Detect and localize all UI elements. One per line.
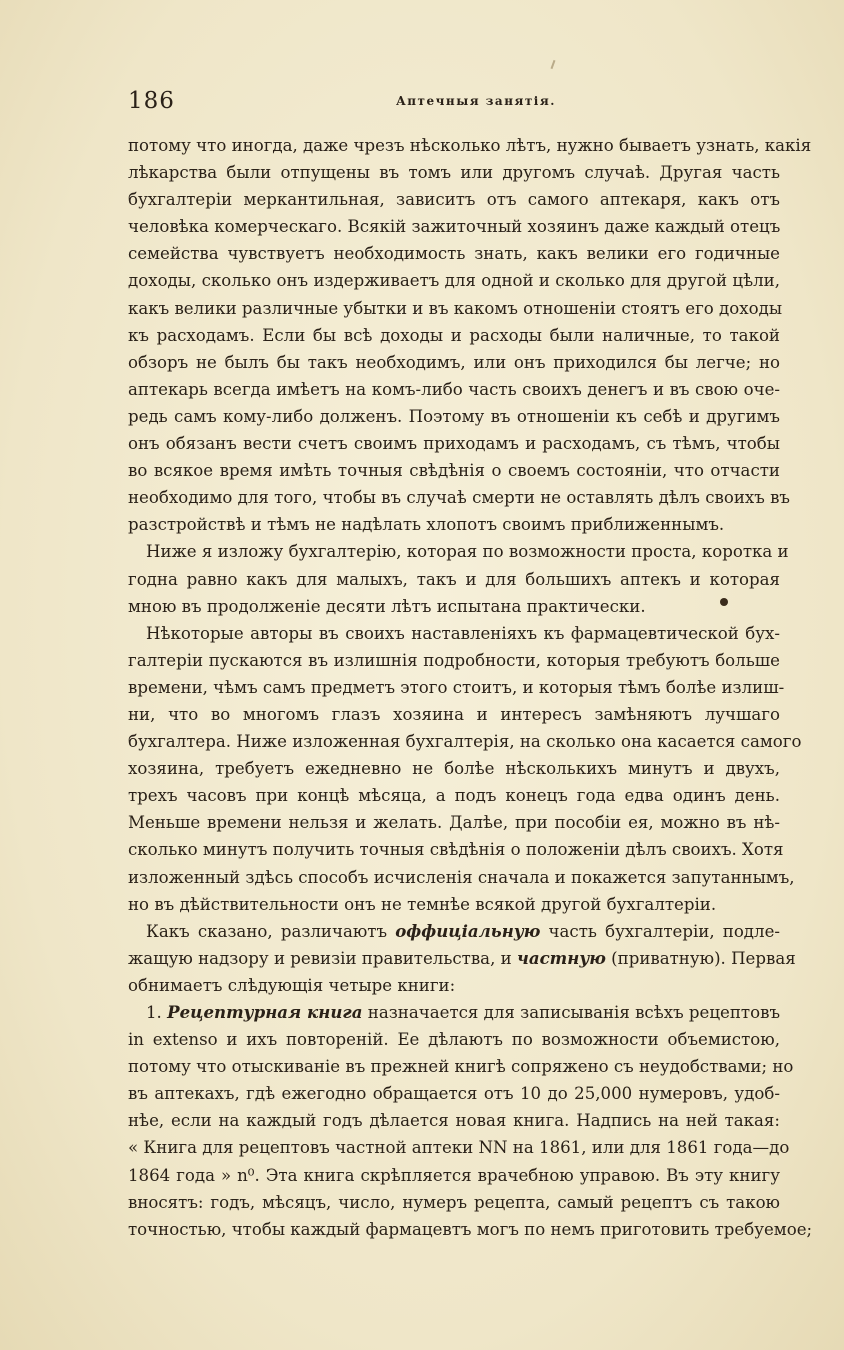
text-run: Какъ сказано, различаютъ	[146, 921, 396, 941]
text-line: изложенный здѣсь способъ исчисленія сначала и покажется запутаннымъ,	[128, 867, 795, 887]
text-run: (приватную). Первая	[605, 948, 796, 968]
text-line: Нѣкоторые авторы въ своихъ наставленіяхъ къ фармацевтической бух-	[146, 623, 780, 643]
text-line: къ расходамъ. Если бы всѣ доходы и расходы были наличные, то такой	[128, 325, 780, 345]
text-line: галтеріи пускаются въ излишнія подробности, которыя требуютъ больше	[128, 650, 780, 670]
text-line: бухгалтера. Ниже изложенная бухгалтерія, на сколько она касается самого	[128, 732, 802, 752]
text-line: нѣе, если на каждый годъ дѣлается новая книга. Надпись на ней такая:	[128, 1111, 780, 1131]
paragraph	[128, 538, 789, 619]
text-line: обзоръ не былъ бы такъ необходимъ, или онъ приходился бы легче; но	[128, 352, 780, 372]
text-line: времени, чѣмъ самъ предметъ этого стоитъ, и которыя тѣмъ болѣе излиш-	[128, 677, 785, 697]
text-line: разстройствѣ и тѣмъ не надѣлать хлопотъ своимъ приближеннымъ.	[128, 515, 725, 535]
text-line: мною въ продолженіе десяти лѣтъ испытана практически.	[128, 596, 646, 616]
text-line: вносятъ: годъ, мѣсяцъ, число, нумеръ рецепта, самый рецептъ съ такою	[128, 1192, 780, 1212]
paragraph	[128, 918, 796, 999]
emphasis-text: частную	[516, 947, 606, 968]
body-text	[128, 132, 813, 1243]
text-line: бухгалтеріи меркантильная, зависитъ отъ самого аптекаря, какъ отъ	[128, 190, 780, 210]
text-line: въ аптекахъ, гдѣ ежегодно обращается отъ 10 до 25,000 нумеровъ, удоб-	[128, 1084, 780, 1104]
ink-dot-mark	[720, 598, 728, 606]
text-run: жащую надзору и ревизіи правительства, и	[128, 948, 517, 968]
text-line	[128, 999, 780, 1026]
text-line: in extenso и ихъ повтореній. Ее дѣлаютъ по возможности объемистою,	[128, 1030, 780, 1050]
text-line: онъ обязанъ вести счетъ своимъ приходамъ и расходамъ, съ тѣмъ, чтобы	[128, 434, 780, 454]
text-line: необходимо для того, чтобы въ случаѣ смерти не оставлять дѣлъ своихъ въ	[128, 488, 790, 508]
text-line: аптекарь всегда имѣетъ на комъ-либо часть своихъ денегъ и въ свою оче-	[128, 379, 780, 399]
text-line: лѣкарства были отпущены въ томъ или другомъ случаѣ. Другая часть	[128, 163, 780, 183]
text-line	[128, 945, 796, 972]
text-line: человѣка комерческаго. Всякій зажиточный хозяинъ даже каждый отецъ	[128, 217, 781, 237]
text-line: хозяина, требуетъ ежедневно не болѣе нѣсколькихъ минутъ и двухъ,	[128, 759, 780, 779]
text-line: годна равно какъ для малыхъ, такъ и для большихъ аптекъ и которая	[128, 569, 780, 589]
list-number: 1.	[146, 1003, 168, 1022]
text-run: назначается для записыванія всѣхъ рецептовъ	[362, 1003, 780, 1022]
text-line: Ниже я изложу бухгалтерію, которая по возможности проста, коротка и	[146, 542, 789, 562]
text-line	[128, 918, 780, 945]
text-line: но въ дѣйствительности онъ не темнѣе всякой другой бухгалтеріи.	[128, 894, 717, 914]
text-line: потому что иногда, даже чрезъ нѣсколько лѣтъ, нужно бываетъ узнать, какія	[128, 136, 812, 155]
text-line: во всякое время имѣть точныя свѣдѣнія о своемъ состояніи, что отчасти	[128, 461, 780, 481]
text-line: сколько минутъ получить точныя свѣдѣнія о положеніи дѣлъ своихъ. Хотя	[128, 840, 784, 860]
text-line: потому что отыскиваніе въ прежней книгѣ сопряжено съ неудобствами; но	[128, 1057, 794, 1077]
paragraph	[128, 132, 812, 538]
page-number: 186	[128, 88, 175, 114]
text-line: 1864 года » n⁰. Эта книга скрѣпляется врачебною управою. Въ эту книгу	[128, 1165, 780, 1185]
text-line: семейства чувствуетъ необходимость знать, какъ велики его годичные	[128, 244, 780, 264]
text-line: доходы, сколько онъ издерживаетъ для одной и сколько для другой цѣли,	[128, 271, 780, 291]
emphasis-text: Рецептурная книга	[167, 1002, 363, 1022]
text-line: редь самъ кому-либо долженъ. Поэтому въ отношеніи къ себѣ и другимъ	[128, 406, 780, 426]
stray-ink-mark	[551, 60, 556, 69]
text-line: обнимаетъ слѣдующія четыре книги:	[128, 975, 456, 995]
running-title: Аптечныя занятія.	[396, 94, 556, 108]
text-line: « Книга для рецептовъ частной аптеки NN на 1861, или для 1861 года—до	[128, 1138, 790, 1158]
text-line: трехъ часовъ при концѣ мѣсяца, а подъ конецъ года едва одинъ день.	[128, 786, 780, 806]
text-line: Меньше времени нельзя и желать. Далѣе, при пособіи ея, можно въ нѣ-	[128, 813, 780, 833]
text-line: точностью, чтобы каждый фармацевтъ могъ по немъ приготовить требуемое;	[128, 1219, 813, 1239]
paragraph	[128, 620, 802, 918]
text-line: какъ велики различные убытки и въ какомъ отношеніи стоятъ его доходы	[128, 298, 783, 318]
text-line: ни, что во многомъ глазъ хозяина и интересъ замѣняютъ лучшаго	[128, 704, 780, 724]
emphasis-text: оффиціальную	[395, 920, 541, 941]
page-header	[128, 88, 778, 122]
paragraph	[128, 999, 813, 1243]
text-run: часть бухгалтеріи, подле-	[540, 921, 780, 941]
